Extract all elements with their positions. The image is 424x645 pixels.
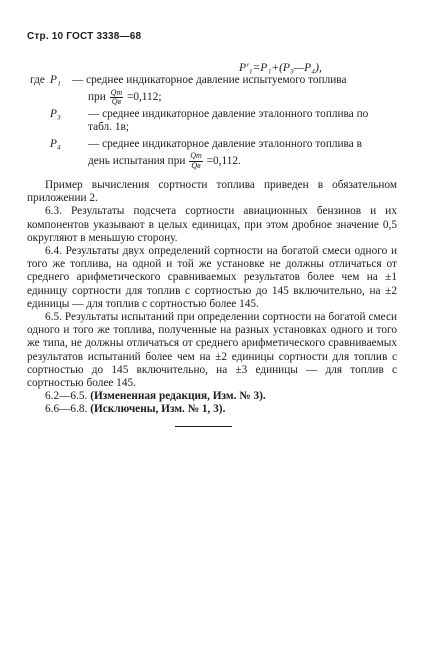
- amendment-note: (Исключены, Изм. № 1, 3).: [90, 403, 226, 416]
- fraction-numerator: Qт: [110, 87, 123, 97]
- clause-number: 6.2—6.5.: [45, 390, 88, 403]
- paragraph-6-5: 6.5. Результаты испытаний при определении сортности на богатой смеси одного и того же топлива, полученные на разных установках одного и того же типа, не должны отличаться от среднего арифметического сравниваемых результатов испытаний более чем на ±2 единицы сортности для топлив с сортностью до 145 включительно, на ±3 единицы — для топлив с сортностью более 145.: [27, 311, 397, 390]
- definition-p3-continuation: табл. 1в;: [88, 121, 129, 134]
- definition-p4-condition: [50, 151, 400, 171]
- page-header: Стр. 10 ГОСТ 3338—68: [27, 31, 142, 42]
- symbol-p4: P₄: [50, 137, 61, 150]
- condition-value: =0,112.: [206, 154, 241, 167]
- end-rule: [175, 426, 232, 427]
- definitions-block: [30, 74, 400, 171]
- fraction-qt-qv: [110, 89, 124, 107]
- paragraph-6-6-6-8: [27, 403, 397, 416]
- condition-value: =0,112;: [126, 91, 162, 104]
- definition-p4-text: — среднее индикаторное давление эталонного топлива в: [88, 137, 362, 150]
- condition-label: день испытания при: [88, 154, 186, 167]
- definition-p1-condition: [50, 87, 400, 107]
- where-prefix: где: [30, 74, 45, 86]
- definition-p4: [50, 138, 400, 151]
- symbol-p1: P₁: [50, 74, 61, 86]
- symbol-p3: P₃: [50, 108, 61, 121]
- body-text: [27, 179, 397, 417]
- paragraph-6-3: 6.3. Результаты подсчета сортности авиационных бензинов и их компонентов указывают в целых единицах, при этом дробное значение 0,5 округляют в меньшую сторону.: [27, 205, 397, 244]
- fraction-numerator: Qт: [190, 151, 202, 161]
- definition-p3: [50, 108, 400, 121]
- paragraph-6-4: 6.4. Результаты двух определений сортности на богатой смеси одного и того же топлива, на одной и той же установке не должны отличаться от среднего арифметического сравниваемых результатов более чем на ±1 единицу сортности для топлив с сортностью до 145 включительно, на ±2 единицы — для топлив с сортностью более 145.: [27, 245, 397, 310]
- condition-label: при: [88, 91, 106, 104]
- fraction-denominator: Qв: [111, 97, 121, 107]
- clause-number: 6.6—6.8.: [45, 403, 88, 416]
- paragraph-6-2-6-5: [27, 390, 397, 403]
- paragraph-example: Пример вычисления сортности топлива приведен в обязательном приложении 2.: [27, 179, 397, 205]
- definition-p3-text: — среднее индикаторное давление эталонного топлива по: [88, 108, 369, 121]
- fraction-qt-qv: [189, 152, 203, 170]
- definition-p1: [30, 74, 400, 87]
- main-formula: P′₁=P₁+(P₃—P₄),: [239, 62, 322, 74]
- definition-p1-text: — среднее индикаторное давление испытуемого топлива: [72, 74, 347, 86]
- amendment-note: (Измененная редакция, Изм. № 3).: [90, 390, 266, 403]
- fraction-denominator: Qв: [191, 160, 201, 170]
